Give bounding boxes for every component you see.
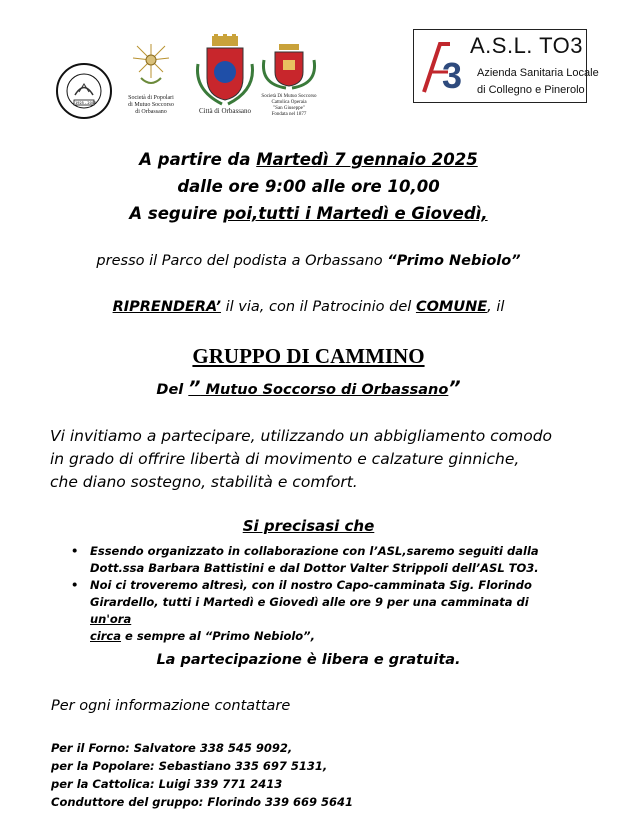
notes-list	[54, 543, 564, 645]
logo2-caption-3: di Orbassano	[135, 109, 167, 115]
group-sub-pre: Del	[156, 382, 189, 398]
logo3-caption: Città di Orbassano	[198, 107, 252, 115]
notes-title: Si precisasi che	[242, 517, 375, 535]
logo4-caption-3: "San Giuseppe"	[273, 106, 305, 111]
restart-mid: il via, con il Patrocinio del	[221, 299, 416, 315]
restart-post: , il	[487, 299, 505, 315]
location-name: “Primo Nebiolo”	[387, 253, 521, 269]
contact-popolare: per la Popolare: Sebastiano 335 697 5131,	[51, 759, 328, 773]
note-item-2	[54, 577, 564, 594]
contacts-list	[51, 739, 353, 811]
logo-citta-orbassano	[192, 34, 258, 118]
invite-line-3: che diano sostegno, stabilità e comfort.	[50, 473, 358, 491]
logo-societa-san-giuseppe	[258, 44, 320, 128]
note2-line3-text: e sempre al “Primo Nebiolo”,	[121, 629, 315, 643]
restart-word: RIPRENDERA’	[112, 299, 222, 315]
schedule-line-3	[0, 204, 617, 223]
note2-line1: Noi ci troveremo altresì, con il nostro Capo-camminata Sig. Florindo	[90, 578, 532, 592]
logo4-caption-2: Cattolica Operaia	[271, 100, 307, 105]
note2-line2	[54, 594, 564, 628]
logo1-year: 1925 - 2005	[75, 100, 97, 105]
group-sub-quote-close: ”	[448, 377, 461, 399]
restart-line	[0, 299, 617, 315]
info-heading: Per ogni informazione contattare	[51, 698, 291, 714]
logo-societa-popolari	[127, 38, 175, 120]
comune-word: COMUNE	[415, 299, 488, 315]
note-item-1	[54, 543, 564, 560]
schedule-intro: A partire da	[139, 150, 257, 169]
bullet-icon: •	[71, 544, 79, 558]
group-subtitle	[0, 377, 617, 399]
asl-emblem	[418, 36, 472, 98]
logo2-caption-1: Società di Popolari	[128, 95, 174, 101]
invite-line-2: in grado di offrire libertà di movimento e calzature ginniche,	[50, 450, 520, 468]
contact-conduttore: Conduttore del gruppo: Florindo 339 669 5641	[51, 795, 354, 809]
schedule-time: dalle ore 9:00 alle ore 10,00	[177, 177, 440, 196]
location-line	[0, 253, 617, 269]
asl-title: A.S.L. TO3	[470, 33, 584, 58]
note1-line2: Dott.ssa Barbara Battistini e dal Dottor Valter Strippoli dell’ASL TO3.	[90, 561, 539, 575]
group-sub-quote-open: ”	[188, 377, 201, 399]
group-sub-name: Mutuo Soccorso di Orbassano	[200, 382, 449, 398]
asl-line-2: di Collegno e Pinerolo	[477, 84, 585, 96]
note2-line3	[54, 628, 564, 645]
schedule-line-1	[0, 150, 617, 169]
group-title: GRUPPO DI CAMMINO	[192, 344, 425, 368]
note2-duration: un'ora	[90, 612, 132, 626]
note2-circa: circa	[90, 629, 122, 643]
contact-cattolica: per la Cattolica: Luigi 339 771 2413	[51, 777, 283, 791]
note1-line1: Essendo organizzato in collaborazione con l’ASL,saremo seguiti dalla	[90, 544, 539, 558]
invite-line-1: Vi invitiamo a partecipare, utilizzando un abbigliamento comodo	[50, 427, 553, 445]
contact-forno: Per il Forno: Salvatore 338 545 9092,	[51, 741, 293, 755]
logo-mutuo-soccorso	[55, 62, 113, 120]
logo4-caption-1: Società Di Mutuo Soccorso	[261, 94, 317, 99]
logo2-caption-2: di Mutuo Soccorso	[128, 102, 174, 108]
bullet-icon: •	[71, 578, 79, 592]
note2-line2-text: Girardello, tutti i Martedì e Giovedì alle ore 9 per una camminata di	[90, 595, 529, 609]
invite-paragraph	[50, 425, 590, 494]
participation-note: La partecipazione è libera e gratuita.	[156, 652, 461, 668]
logo4-caption-4: Fondata nel 1877	[271, 112, 307, 117]
schedule-days: poi,tutti i Martedì e Giovedì,	[223, 204, 488, 223]
schedule-following: A seguire	[129, 204, 224, 223]
asl-line-1: Azienda Sanitaria Locale	[477, 67, 599, 79]
location-text: presso il Parco del podista a Orbassano	[96, 253, 388, 269]
svg-text:3: 3	[442, 55, 463, 96]
start-date: Martedì 7 gennaio 2025	[256, 150, 478, 169]
